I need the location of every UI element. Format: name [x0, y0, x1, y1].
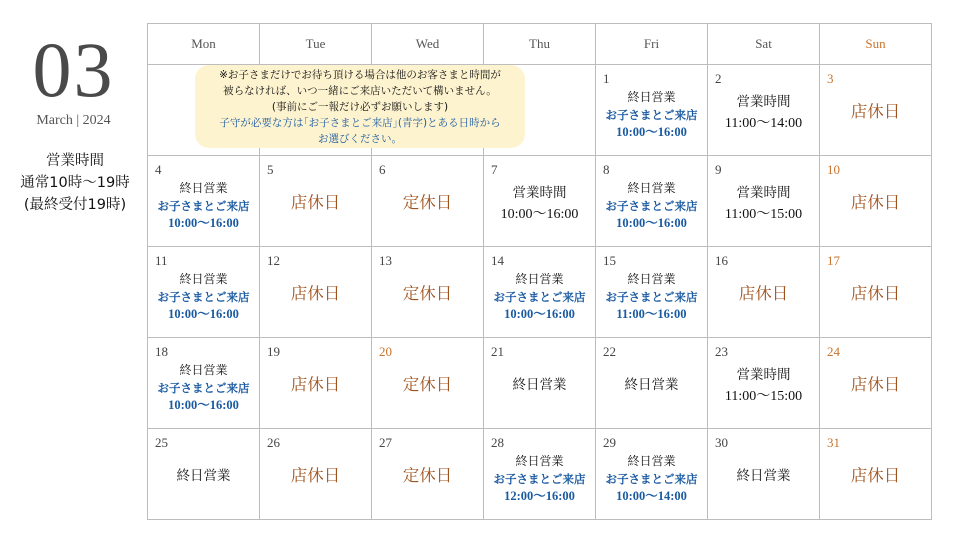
day-cell [708, 338, 820, 429]
day-content [708, 247, 819, 337]
day-content [820, 338, 931, 428]
kids-visit-label: お子さまとご来店 [605, 472, 698, 486]
kids-visit-block [494, 443, 586, 505]
kids-visit-time: 12:00〜16:00 [504, 489, 575, 503]
day-cell [484, 429, 596, 520]
day-cell [820, 429, 932, 520]
day-number: 24 [827, 344, 840, 359]
closed-label: 定休日 [402, 284, 453, 303]
day-content [260, 338, 371, 428]
day-cell [372, 429, 484, 520]
day-cell [260, 429, 372, 520]
day-cell [484, 156, 596, 247]
open-all-day-label: 終日営業 [515, 272, 564, 286]
weekday-sun: Sun [820, 24, 932, 65]
week-row [148, 429, 932, 520]
hours-line: 通常10時〜19時 [20, 175, 130, 191]
kids-visit-block [158, 170, 250, 232]
day-content [820, 156, 931, 246]
open-all-day-label: 終日営業 [736, 468, 791, 484]
day-number: 2 [715, 71, 722, 86]
open-all-day-label: 終日営業 [624, 377, 679, 393]
kids-visit-label: お子さまとご来店 [493, 472, 586, 486]
day-content [148, 429, 259, 519]
day-content [708, 429, 819, 519]
closed-label: 定休日 [402, 466, 453, 485]
day-content [708, 156, 819, 246]
day-content [484, 338, 595, 428]
day-content [148, 156, 259, 246]
day-content [708, 338, 819, 428]
day-cell [372, 338, 484, 429]
day-content [596, 429, 707, 519]
closed-label: 店休日 [850, 102, 901, 121]
day-number: 14 [491, 253, 504, 268]
open-all-day-label: 終日営業 [176, 468, 231, 484]
business-hours [0, 150, 150, 216]
kids-visit-time: 10:00〜16:00 [168, 307, 239, 321]
day-number: 23 [715, 344, 728, 359]
day-cell [820, 65, 932, 156]
day-content [372, 429, 483, 519]
day-cell [596, 247, 708, 338]
open-all-day-label: 終日営業 [627, 181, 676, 195]
kids-visit-label: お子さまとご来店 [605, 108, 698, 122]
day-content [484, 247, 595, 337]
closed-label: 店休日 [850, 375, 901, 394]
open-all-day-label: 終日営業 [627, 454, 676, 468]
day-content [148, 338, 259, 428]
day-cell [820, 247, 932, 338]
kids-visit-label: お子さまとご来店 [157, 290, 250, 304]
kids-visit-time: 10:00〜16:00 [168, 398, 239, 412]
closed-label: 店休日 [850, 193, 901, 212]
kids-visit-block [606, 443, 698, 505]
closed-label: 店休日 [290, 466, 341, 485]
weekday-tue: Tue [260, 24, 372, 65]
open-all-day-label: 終日営業 [179, 272, 228, 286]
hours-label: 営業時間 [736, 94, 791, 110]
day-cell [708, 156, 820, 247]
kids-visit-block [158, 261, 250, 323]
notice-line-blue: お選びください。 [318, 132, 402, 145]
day-content [260, 429, 371, 519]
notice-line: (事前にご一報だけ必ずお願いします) [271, 100, 449, 113]
hours-line: (最終受付19時) [23, 197, 127, 213]
closed-label: 店休日 [290, 284, 341, 303]
day-content [596, 65, 707, 155]
day-number: 8 [603, 162, 610, 177]
kids-visit-time: 10:00〜16:00 [616, 125, 687, 139]
day-cell [708, 247, 820, 338]
weekday-wed: Wed [372, 24, 484, 65]
day-number: 22 [603, 344, 616, 359]
closed-label: 店休日 [850, 284, 901, 303]
closed-label: 店休日 [290, 375, 341, 394]
week-row [148, 156, 932, 247]
day-number: 11 [155, 253, 168, 268]
kids-visit-time: 10:00〜16:00 [168, 216, 239, 230]
kids-visit-label: お子さまとご来店 [493, 290, 586, 304]
day-content [484, 156, 595, 246]
day-cell [596, 338, 708, 429]
closed-label: 店休日 [290, 193, 341, 212]
kids-visit-time: 11:00〜16:00 [616, 307, 687, 321]
weekday-sat: Sat [708, 24, 820, 65]
day-number: 26 [267, 435, 280, 450]
day-cell [596, 429, 708, 520]
notice-line: ※お子さまだけでお待ち頂ける場合は他のお客さまと時間が [219, 68, 501, 81]
notice-line: 被らなければ、いつ一緒にご来店いただいて構いません。 [223, 84, 497, 97]
day-cell [260, 156, 372, 247]
day-number: 1 [603, 71, 610, 86]
kids-visit-label: お子さまとご来店 [157, 199, 250, 213]
closed-label: 定休日 [402, 193, 453, 212]
week-row [148, 247, 932, 338]
day-content [596, 338, 707, 428]
kids-visit-label: お子さまとご来店 [605, 290, 698, 304]
day-content [820, 429, 931, 519]
day-cell [148, 247, 260, 338]
day-number: 17 [827, 253, 840, 268]
day-number: 7 [491, 162, 498, 177]
weekday-header-row [148, 24, 932, 65]
hours-label: 営業時間 [736, 185, 791, 201]
open-all-day-label: 終日営業 [627, 272, 676, 286]
day-content [708, 65, 819, 155]
day-number: 3 [827, 71, 834, 86]
day-content [372, 156, 483, 246]
kids-visit-block [606, 79, 698, 141]
kids-visit-block [158, 352, 250, 414]
hours-block [725, 85, 802, 135]
day-number: 21 [491, 344, 504, 359]
hours-block [725, 176, 802, 226]
kids-visit-block [606, 261, 698, 323]
open-all-day-label: 終日営業 [179, 363, 228, 377]
hours-time: 11:00〜15:00 [724, 389, 803, 404]
kids-visit-block [494, 261, 586, 323]
month-sidebar [0, 0, 147, 540]
day-number: 12 [267, 253, 280, 268]
day-number: 18 [155, 344, 168, 359]
day-content [484, 429, 595, 519]
day-content [820, 65, 931, 155]
kids-visit-time: 10:00〜16:00 [616, 216, 687, 230]
week-row [148, 338, 932, 429]
day-content [372, 247, 483, 337]
day-number: 28 [491, 435, 504, 450]
day-content [372, 338, 483, 428]
day-number: 6 [379, 162, 386, 177]
day-number: 13 [379, 253, 392, 268]
weekday-thu: Thu [484, 24, 596, 65]
day-cell [820, 156, 932, 247]
day-content [820, 247, 931, 337]
kids-visit-time: 10:00〜14:00 [616, 489, 687, 503]
day-number: 29 [603, 435, 616, 450]
open-all-day-label: 終日営業 [627, 90, 676, 104]
hours-label: 営業時間 [736, 367, 791, 383]
kids-visit-time: 10:00〜16:00 [504, 307, 575, 321]
hours-time: 10:00〜16:00 [500, 207, 579, 222]
notice-box [195, 65, 525, 148]
day-number: 31 [827, 435, 840, 450]
day-content [148, 247, 259, 337]
open-all-day-label: 終日営業 [512, 377, 567, 393]
day-cell [260, 247, 372, 338]
kids-visit-label: お子さまとご来店 [605, 199, 698, 213]
day-cell [820, 338, 932, 429]
day-cell [708, 429, 820, 520]
day-cell [484, 247, 596, 338]
closed-label: 店休日 [738, 284, 789, 303]
day-number: 15 [603, 253, 616, 268]
day-cell [372, 156, 484, 247]
day-number: 4 [155, 162, 162, 177]
open-all-day-label: 終日営業 [179, 181, 228, 195]
day-number: 19 [267, 344, 280, 359]
hours-block [501, 176, 579, 226]
hours-time: 11:00〜15:00 [724, 207, 803, 222]
weekday-mon: Mon [148, 24, 260, 65]
day-cell [148, 338, 260, 429]
day-content [596, 247, 707, 337]
notice-line-blue: 子守が必要な方は｢お子さまとご来店｣(青字)とある日時から [219, 116, 501, 129]
day-number: 9 [715, 162, 722, 177]
hours-time: 11:00〜14:00 [724, 116, 803, 131]
day-number: 27 [379, 435, 392, 450]
day-cell [148, 429, 260, 520]
closed-label: 定休日 [402, 375, 453, 394]
day-cell [708, 65, 820, 156]
day-cell [372, 247, 484, 338]
day-cell [596, 65, 708, 156]
hours-block [725, 358, 802, 408]
day-number: 10 [827, 162, 840, 177]
day-number: 30 [715, 435, 728, 450]
day-number: 5 [267, 162, 274, 177]
weekday-fri: Fri [596, 24, 708, 65]
day-number: 25 [155, 435, 168, 450]
hours-line: 営業時間 [46, 153, 104, 169]
day-content [596, 156, 707, 246]
day-number: 16 [715, 253, 728, 268]
day-cell [484, 338, 596, 429]
day-cell [596, 156, 708, 247]
day-cell [260, 338, 372, 429]
month-label: March | 2024 [36, 113, 111, 128]
day-content [260, 156, 371, 246]
month-number: 03 [32, 26, 115, 113]
open-all-day-label: 終日営業 [515, 454, 564, 468]
closed-label: 店休日 [850, 466, 901, 485]
day-number: 20 [379, 344, 392, 359]
day-content [260, 247, 371, 337]
kids-visit-label: お子さまとご来店 [157, 381, 250, 395]
kids-visit-block [606, 170, 698, 232]
hours-label: 営業時間 [512, 185, 567, 201]
day-cell [148, 156, 260, 247]
